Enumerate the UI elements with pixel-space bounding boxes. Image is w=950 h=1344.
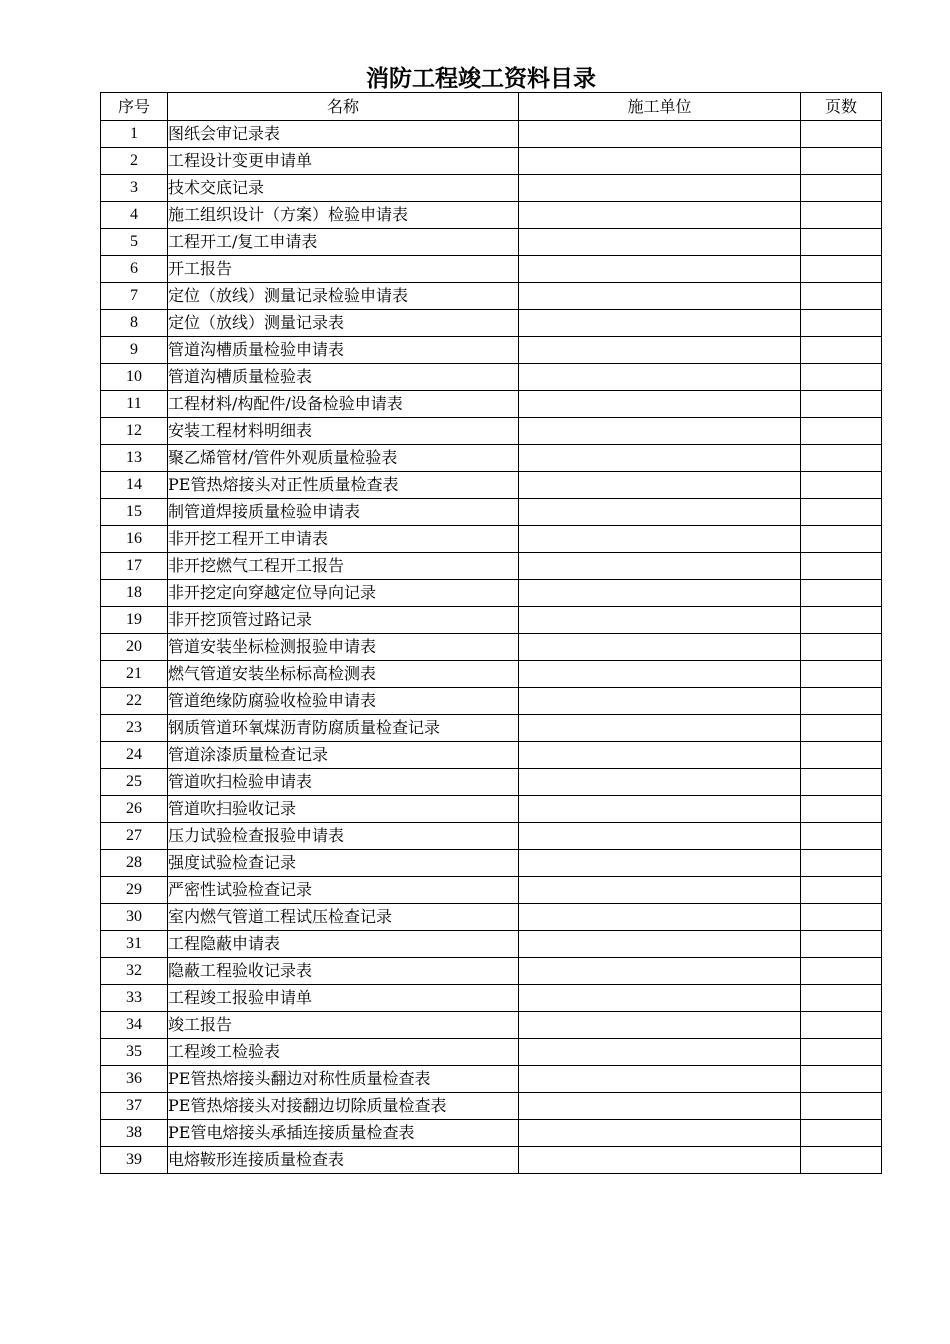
row-unit-cell <box>519 553 801 580</box>
row-pages-cell <box>801 391 882 418</box>
row-pages-cell <box>801 1066 882 1093</box>
table-row <box>101 445 882 472</box>
table-row <box>101 850 882 877</box>
row-name-cell: 管道涂漆质量检查记录 <box>168 742 519 769</box>
row-pages-cell <box>801 121 882 148</box>
table-row <box>101 1120 882 1147</box>
table-row <box>101 553 882 580</box>
row-number-cell: 3 <box>101 175 168 202</box>
row-number-cell: 26 <box>101 796 168 823</box>
row-unit-cell <box>519 823 801 850</box>
row-unit-cell <box>519 1039 801 1066</box>
row-number-cell: 18 <box>101 580 168 607</box>
catalog-table <box>100 92 882 1174</box>
table-row <box>101 1039 882 1066</box>
table-row <box>101 121 882 148</box>
table-row <box>101 175 882 202</box>
table-row <box>101 742 882 769</box>
row-pages-cell <box>801 553 882 580</box>
table-row <box>101 1093 882 1120</box>
row-number-cell: 35 <box>101 1039 168 1066</box>
row-unit-cell <box>519 445 801 472</box>
row-unit-cell <box>519 904 801 931</box>
row-name-cell: 非开挖燃气工程开工报告 <box>168 553 519 580</box>
table-row <box>101 769 882 796</box>
row-number-cell: 38 <box>101 1120 168 1147</box>
table-row <box>101 661 882 688</box>
row-name-cell: 非开挖定向穿越定位导向记录 <box>168 580 519 607</box>
row-number-cell: 5 <box>101 229 168 256</box>
row-pages-cell <box>801 850 882 877</box>
table-row <box>101 931 882 958</box>
row-pages-cell <box>801 715 882 742</box>
row-number-cell: 30 <box>101 904 168 931</box>
row-unit-cell <box>519 1066 801 1093</box>
row-number-cell: 16 <box>101 526 168 553</box>
row-name-cell: 技术交底记录 <box>168 175 519 202</box>
row-number-cell: 15 <box>101 499 168 526</box>
row-name-cell: 定位（放线）测量记录表 <box>168 310 519 337</box>
row-pages-cell <box>801 580 882 607</box>
row-pages-cell <box>801 310 882 337</box>
row-number-cell: 8 <box>101 310 168 337</box>
row-unit-cell <box>519 283 801 310</box>
row-unit-cell <box>519 337 801 364</box>
table-row <box>101 499 882 526</box>
row-name-cell: 图纸会审记录表 <box>168 121 519 148</box>
table-row <box>101 823 882 850</box>
row-pages-cell <box>801 175 882 202</box>
table-header-row <box>101 93 882 121</box>
table-row <box>101 418 882 445</box>
row-pages-cell <box>801 1147 882 1174</box>
row-pages-cell <box>801 337 882 364</box>
table-row <box>101 364 882 391</box>
table-row <box>101 607 882 634</box>
row-unit-cell <box>519 1093 801 1120</box>
row-name-cell: 管道吹扫验收记录 <box>168 796 519 823</box>
row-unit-cell <box>519 742 801 769</box>
row-number-cell: 19 <box>101 607 168 634</box>
table-row <box>101 796 882 823</box>
table-row <box>101 229 882 256</box>
row-number-cell: 7 <box>101 283 168 310</box>
row-pages-cell <box>801 823 882 850</box>
table-row <box>101 256 882 283</box>
table-row <box>101 202 882 229</box>
row-number-cell: 29 <box>101 877 168 904</box>
row-name-cell: PE管热熔接头翻边对称性质量检查表 <box>168 1066 519 1093</box>
row-number-cell: 11 <box>101 391 168 418</box>
row-unit-cell <box>519 121 801 148</box>
row-pages-cell <box>801 985 882 1012</box>
row-unit-cell <box>519 931 801 958</box>
table-row <box>101 391 882 418</box>
row-name-cell: 管道沟槽质量检验申请表 <box>168 337 519 364</box>
row-number-cell: 34 <box>101 1012 168 1039</box>
row-name-cell: 强度试验检查记录 <box>168 850 519 877</box>
row-name-cell: 燃气管道安装坐标标高检测表 <box>168 661 519 688</box>
row-pages-cell <box>801 445 882 472</box>
row-number-cell: 1 <box>101 121 168 148</box>
row-pages-cell <box>801 526 882 553</box>
table-row <box>101 580 882 607</box>
row-name-cell: 室内燃气管道工程试压检查记录 <box>168 904 519 931</box>
row-number-cell: 37 <box>101 1093 168 1120</box>
row-name-cell: 电熔鞍形连接质量检查表 <box>168 1147 519 1174</box>
row-name-cell: 制管道焊接质量检验申请表 <box>168 499 519 526</box>
table-row <box>101 877 882 904</box>
row-pages-cell <box>801 1093 882 1120</box>
row-number-cell: 12 <box>101 418 168 445</box>
row-name-cell: 工程材料/构配件/设备检验申请表 <box>168 391 519 418</box>
row-number-cell: 9 <box>101 337 168 364</box>
row-pages-cell <box>801 1039 882 1066</box>
row-number-cell: 31 <box>101 931 168 958</box>
header-name: 名称 <box>168 93 519 121</box>
row-name-cell: 工程竣工检验表 <box>168 1039 519 1066</box>
row-number-cell: 21 <box>101 661 168 688</box>
row-unit-cell <box>519 418 801 445</box>
table-row <box>101 337 882 364</box>
row-name-cell: PE管电熔接头承插连接质量检查表 <box>168 1120 519 1147</box>
header-pages: 页数 <box>801 93 882 121</box>
table-row <box>101 985 882 1012</box>
row-number-cell: 17 <box>101 553 168 580</box>
row-number-cell: 2 <box>101 148 168 175</box>
row-pages-cell <box>801 148 882 175</box>
row-unit-cell <box>519 175 801 202</box>
row-name-cell: 聚乙烯管材/管件外观质量检验表 <box>168 445 519 472</box>
table-row <box>101 283 882 310</box>
row-unit-cell <box>519 877 801 904</box>
row-unit-cell <box>519 148 801 175</box>
row-pages-cell <box>801 742 882 769</box>
row-number-cell: 24 <box>101 742 168 769</box>
row-unit-cell <box>519 391 801 418</box>
row-pages-cell <box>801 418 882 445</box>
row-unit-cell <box>519 688 801 715</box>
row-unit-cell <box>519 1012 801 1039</box>
document-title: 消防工程竣工资料目录 <box>366 66 596 92</box>
row-number-cell: 20 <box>101 634 168 661</box>
table-row <box>101 634 882 661</box>
table-row <box>101 688 882 715</box>
header-no: 序号 <box>101 93 168 121</box>
row-name-cell: 管道安装坐标检测报验申请表 <box>168 634 519 661</box>
row-number-cell: 23 <box>101 715 168 742</box>
row-number-cell: 10 <box>101 364 168 391</box>
row-name-cell: 非开挖顶管过路记录 <box>168 607 519 634</box>
row-unit-cell <box>519 985 801 1012</box>
row-name-cell: 压力试验检查报验申请表 <box>168 823 519 850</box>
row-pages-cell <box>801 958 882 985</box>
row-pages-cell <box>801 1120 882 1147</box>
table-row <box>101 310 882 337</box>
row-name-cell: PE管热熔接头对接翻边切除质量检查表 <box>168 1093 519 1120</box>
row-unit-cell <box>519 526 801 553</box>
row-unit-cell <box>519 958 801 985</box>
row-pages-cell <box>801 688 882 715</box>
row-unit-cell <box>519 769 801 796</box>
row-pages-cell <box>801 202 882 229</box>
row-name-cell: 钢质管道环氧煤沥青防腐质量检查记录 <box>168 715 519 742</box>
row-name-cell: 开工报告 <box>168 256 519 283</box>
row-name-cell: 管道吹扫检验申请表 <box>168 769 519 796</box>
row-unit-cell <box>519 1147 801 1174</box>
row-number-cell: 36 <box>101 1066 168 1093</box>
row-number-cell: 27 <box>101 823 168 850</box>
row-number-cell: 22 <box>101 688 168 715</box>
row-pages-cell <box>801 796 882 823</box>
row-number-cell: 14 <box>101 472 168 499</box>
row-number-cell: 13 <box>101 445 168 472</box>
row-unit-cell <box>519 499 801 526</box>
row-name-cell: 安装工程材料明细表 <box>168 418 519 445</box>
row-pages-cell <box>801 931 882 958</box>
row-number-cell: 39 <box>101 1147 168 1174</box>
row-unit-cell <box>519 202 801 229</box>
row-unit-cell <box>519 229 801 256</box>
row-unit-cell <box>519 850 801 877</box>
row-unit-cell <box>519 796 801 823</box>
row-unit-cell <box>519 1120 801 1147</box>
row-name-cell: 施工组织设计（方案）检验申请表 <box>168 202 519 229</box>
row-pages-cell <box>801 472 882 499</box>
row-unit-cell <box>519 580 801 607</box>
row-name-cell: 工程隐蔽申请表 <box>168 931 519 958</box>
table-row <box>101 1147 882 1174</box>
row-name-cell: 隐蔽工程验收记录表 <box>168 958 519 985</box>
row-pages-cell <box>801 229 882 256</box>
row-name-cell: 工程设计变更申请单 <box>168 148 519 175</box>
table-body <box>101 121 882 1174</box>
row-name-cell: 管道沟槽质量检验表 <box>168 364 519 391</box>
table-row <box>101 958 882 985</box>
row-unit-cell <box>519 256 801 283</box>
row-name-cell: 工程竣工报验申请单 <box>168 985 519 1012</box>
row-number-cell: 33 <box>101 985 168 1012</box>
row-name-cell: 严密性试验检查记录 <box>168 877 519 904</box>
table-row <box>101 1012 882 1039</box>
row-unit-cell <box>519 634 801 661</box>
row-number-cell: 32 <box>101 958 168 985</box>
row-name-cell: 非开挖工程开工申请表 <box>168 526 519 553</box>
row-pages-cell <box>801 904 882 931</box>
row-number-cell: 28 <box>101 850 168 877</box>
row-name-cell: 管道绝缘防腐验收检验申请表 <box>168 688 519 715</box>
row-pages-cell <box>801 661 882 688</box>
table-row <box>101 472 882 499</box>
row-unit-cell <box>519 310 801 337</box>
row-unit-cell <box>519 715 801 742</box>
row-name-cell: 定位（放线）测量记录检验申请表 <box>168 283 519 310</box>
row-pages-cell <box>801 364 882 391</box>
row-unit-cell <box>519 607 801 634</box>
row-pages-cell <box>801 256 882 283</box>
row-unit-cell <box>519 661 801 688</box>
row-unit-cell <box>519 472 801 499</box>
row-number-cell: 6 <box>101 256 168 283</box>
table-row <box>101 1066 882 1093</box>
header-unit: 施工单位 <box>519 93 801 121</box>
row-number-cell: 4 <box>101 202 168 229</box>
row-name-cell: 竣工报告 <box>168 1012 519 1039</box>
row-pages-cell <box>801 499 882 526</box>
row-unit-cell <box>519 364 801 391</box>
row-name-cell: 工程开工/复工申请表 <box>168 229 519 256</box>
row-pages-cell <box>801 634 882 661</box>
row-pages-cell <box>801 877 882 904</box>
table-row <box>101 148 882 175</box>
row-pages-cell <box>801 283 882 310</box>
table-row <box>101 526 882 553</box>
row-pages-cell <box>801 607 882 634</box>
table-row <box>101 715 882 742</box>
row-pages-cell <box>801 769 882 796</box>
row-number-cell: 25 <box>101 769 168 796</box>
table-row <box>101 904 882 931</box>
row-pages-cell <box>801 1012 882 1039</box>
row-name-cell: PE管热熔接头对正性质量检查表 <box>168 472 519 499</box>
